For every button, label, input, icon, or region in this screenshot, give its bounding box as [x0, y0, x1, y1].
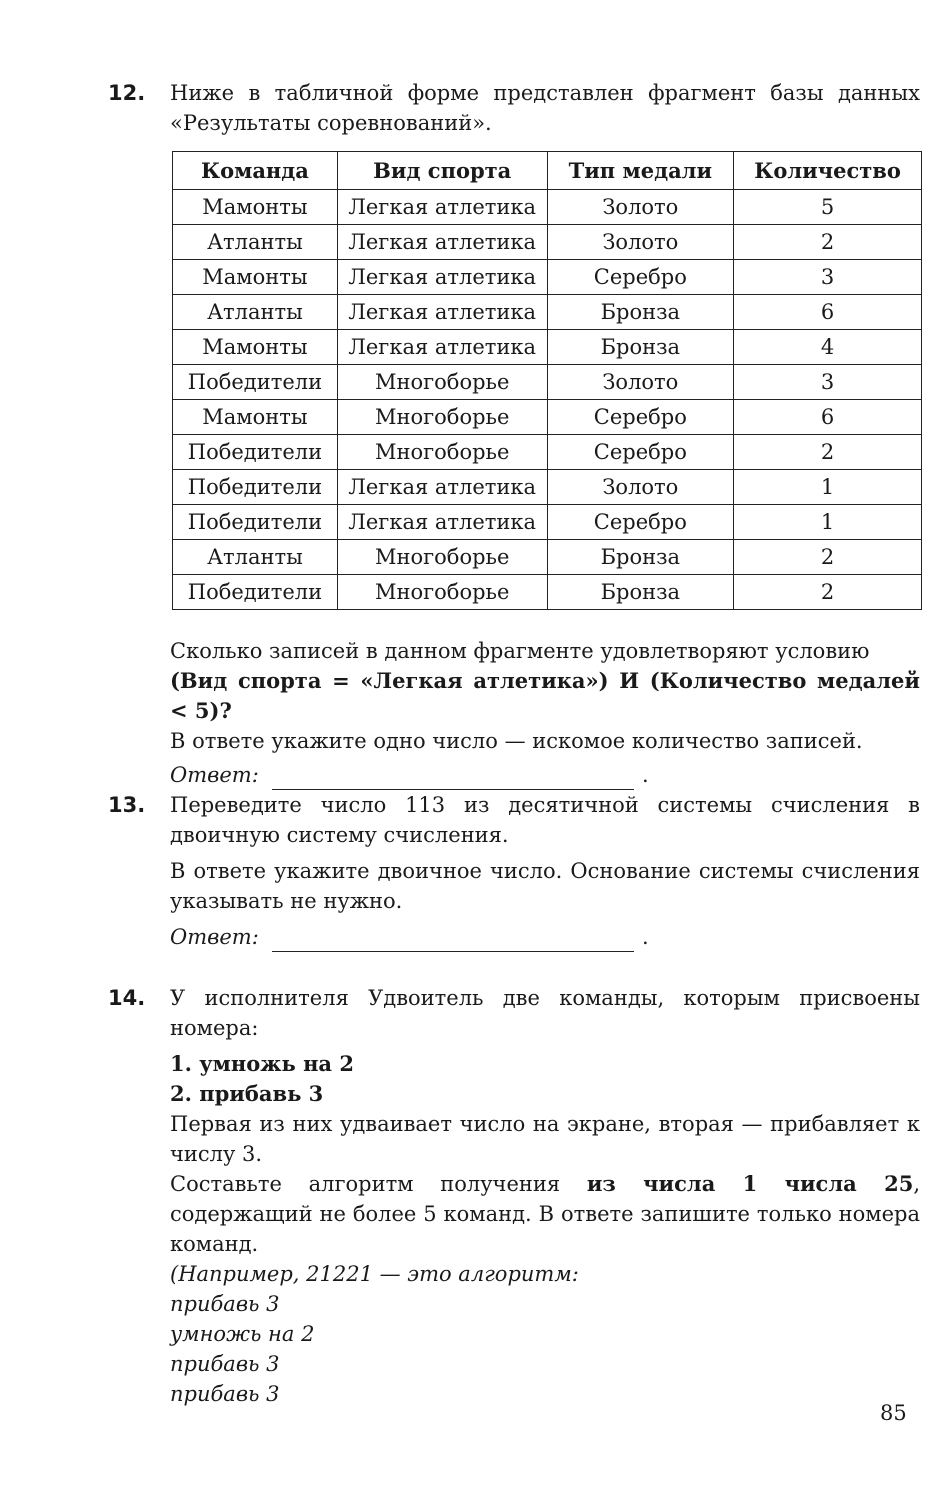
- cell-count: 6: [734, 400, 922, 435]
- cell-count: 4: [734, 330, 922, 365]
- answer-field[interactable]: [272, 767, 634, 790]
- table-row: [173, 330, 922, 365]
- cell-medal: Бронза: [547, 330, 734, 365]
- command-item: 2. прибавь 3: [170, 1081, 324, 1106]
- example-step: прибавь 3: [170, 1292, 280, 1316]
- table-header-row: [173, 152, 922, 190]
- answer-field[interactable]: [272, 929, 634, 952]
- cell-sport: Многоборье: [337, 540, 547, 575]
- cell-medal: Серебро: [547, 505, 734, 540]
- question-body: [170, 636, 920, 790]
- task-text: Переведите число 113 из десятичной системы счисления в двоичную систему счисления.: [170, 793, 920, 847]
- cell-sport: Легкая атлетика: [337, 330, 547, 365]
- cell-sport: Легкая атлетика: [337, 260, 547, 295]
- cell-sport: Многоборье: [337, 575, 547, 610]
- cell-medal: Золото: [547, 365, 734, 400]
- page-number: 85: [880, 1401, 907, 1425]
- table-row: [173, 225, 922, 260]
- cell-count: 1: [734, 470, 922, 505]
- cell-sport: Многоборье: [337, 365, 547, 400]
- cell-sport: Легкая атлетика: [337, 505, 547, 540]
- example-step: умножь на 2: [170, 1322, 315, 1346]
- example-intro: (Например, 21221 — это алгоритм:: [170, 1262, 579, 1286]
- cell-count: 3: [734, 365, 922, 400]
- answer-dot: .: [642, 925, 649, 949]
- question-text: Сколько записей в данном фрагменте удовлетворяют условию: [170, 639, 870, 663]
- answer-label: Ответ:: [170, 763, 259, 787]
- cell-medal: Бронза: [547, 575, 734, 610]
- cell-medal: Золото: [547, 190, 734, 225]
- header-count: Количество: [734, 152, 922, 190]
- header-team: Команда: [173, 152, 338, 190]
- task-intro: [170, 78, 920, 144]
- cell-team: Победители: [173, 575, 338, 610]
- task-instruction: [170, 1169, 920, 1259]
- answer-label: Ответ:: [170, 925, 259, 949]
- cell-team: Атланты: [173, 540, 338, 575]
- cell-sport: Легкая атлетика: [337, 295, 547, 330]
- instruction-text: В ответе укажите двоичное число. Основание системы счисления указывать не нужно.: [170, 859, 920, 913]
- cell-medal: Серебро: [547, 260, 734, 295]
- cell-count: 2: [734, 540, 922, 575]
- cell-count: 5: [734, 190, 922, 225]
- task-number: 13.: [108, 793, 146, 817]
- task-text: Ниже в табличной форме представлен фрагмент базы данных «Результаты соревнований».: [170, 81, 920, 135]
- table-row: [173, 470, 922, 505]
- cell-sport: Легкая атлетика: [337, 190, 547, 225]
- cell-team: Атланты: [173, 225, 338, 260]
- example-step: прибавь 3: [170, 1352, 280, 1376]
- task-number: 12.: [108, 81, 146, 105]
- task-text: У исполнителя Удвоитель две команды, которым присвоены номера:: [170, 986, 920, 1040]
- task-body: [170, 983, 920, 1409]
- command-list: [170, 1049, 920, 1109]
- cell-team: Победители: [173, 505, 338, 540]
- cell-sport: Многоборье: [337, 400, 547, 435]
- cell-team: Победители: [173, 365, 338, 400]
- cell-team: Атланты: [173, 295, 338, 330]
- table-row: [173, 260, 922, 295]
- table-row: [173, 575, 922, 610]
- header-medal: Тип медали: [547, 152, 734, 190]
- results-table: [172, 151, 922, 610]
- cell-medal: Золото: [547, 470, 734, 505]
- task-bold: из числа 1 числа 25: [586, 1171, 914, 1196]
- cell-medal: Золото: [547, 225, 734, 260]
- example-step: прибавь 3: [170, 1382, 280, 1406]
- cell-sport: Легкая атлетика: [337, 225, 547, 260]
- table-row: [173, 540, 922, 575]
- table-row: [173, 400, 922, 435]
- description-text: Первая из них удваивает число на экране, вторая — прибавляет к числу 3.: [170, 1112, 920, 1166]
- cell-count: 3: [734, 260, 922, 295]
- command-item: 1. умножь на 2: [170, 1051, 354, 1076]
- cell-medal: Бронза: [547, 540, 734, 575]
- cell-count: 2: [734, 225, 922, 260]
- cell-medal: Серебро: [547, 400, 734, 435]
- task-number: 14.: [108, 986, 146, 1010]
- header-sport: Вид спорта: [337, 152, 547, 190]
- cell-count: 6: [734, 295, 922, 330]
- task-suffix: , содержащий не более 5 команд. В ответе запишите только номера команд.: [170, 1172, 920, 1256]
- cell-medal: Серебро: [547, 435, 734, 470]
- answer-dot: .: [642, 763, 649, 787]
- cell-team: Мамонты: [173, 190, 338, 225]
- cell-sport: Легкая атлетика: [337, 470, 547, 505]
- table-row: [173, 435, 922, 470]
- table-row: [173, 295, 922, 330]
- cell-count: 2: [734, 575, 922, 610]
- example-block: [170, 1259, 920, 1409]
- cell-team: Победители: [173, 435, 338, 470]
- cell-count: 1: [734, 505, 922, 540]
- cell-sport: Многоборье: [337, 435, 547, 470]
- condition-text: (Вид спорта = «Легкая атлетика») И (Количество медалей < 5)?: [170, 668, 920, 723]
- table-row: [173, 365, 922, 400]
- table-row: [173, 190, 922, 225]
- cell-medal: Бронза: [547, 295, 734, 330]
- table-row: [173, 505, 922, 540]
- task-body: [170, 790, 920, 952]
- cell-team: Победители: [173, 470, 338, 505]
- cell-team: Мамонты: [173, 260, 338, 295]
- instruction-text: В ответе укажите одно число — искомое количество записей.: [170, 729, 863, 753]
- cell-count: 2: [734, 435, 922, 470]
- task-prefix: Составьте алгоритм получения: [170, 1172, 587, 1196]
- cell-team: Мамонты: [173, 400, 338, 435]
- answer-row: [170, 760, 920, 790]
- answer-row: [170, 922, 920, 952]
- cell-team: Мамонты: [173, 330, 338, 365]
